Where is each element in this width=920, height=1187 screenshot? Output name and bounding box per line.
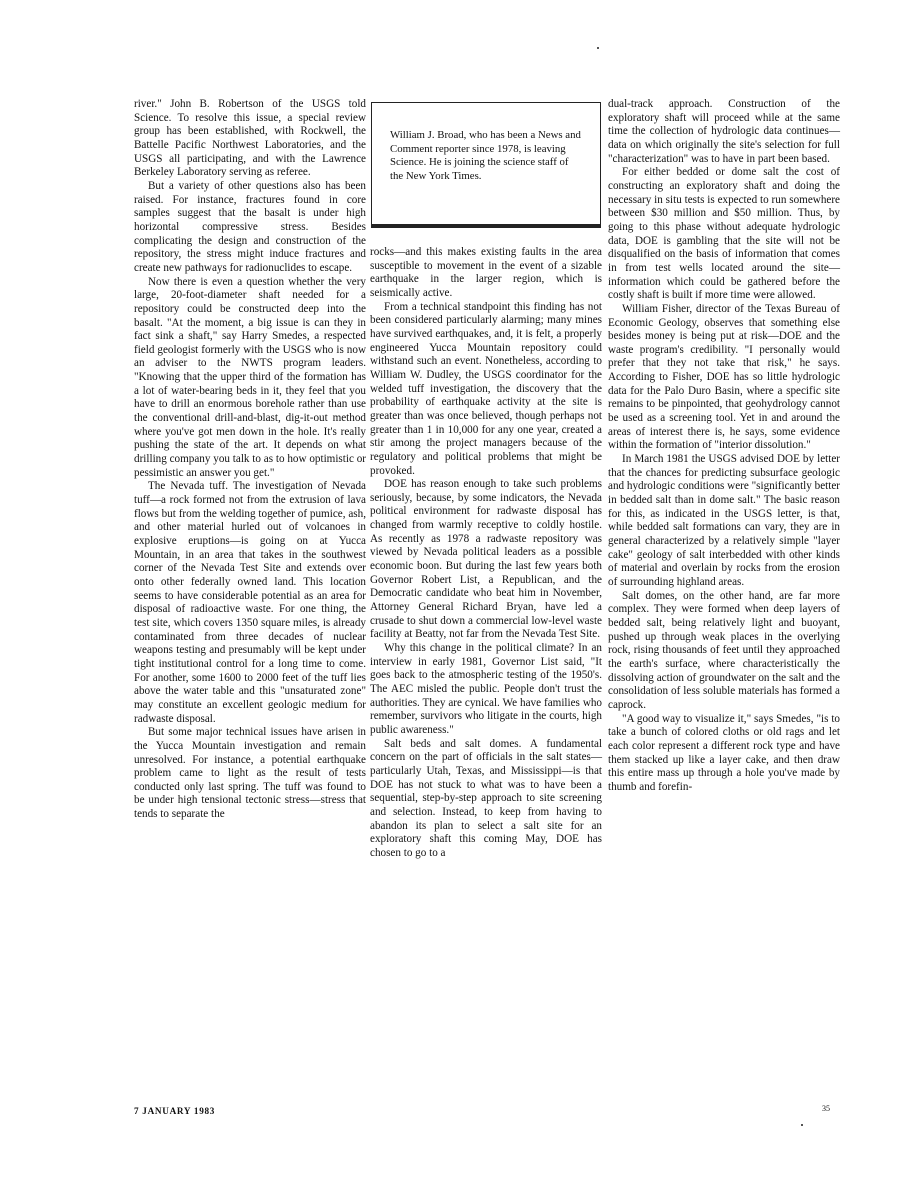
author-note-box (371, 102, 601, 228)
page-number: 35 (822, 1104, 830, 1113)
paragraph: Now there is even a question whether the very large, 20-foot-diameter shaft needed for a repository could be constructed deep into the basalt. "At the moment, a big issue is can they in fact sink a shaft," say Harry Smedes, a respected field geologist formerly with the USGS who is now an adviser to the NWTS program leaders. "Knowing that the upper third of the formation has a lot of water-bearing beds in it, they feel that you have to drill an enormous borehole rather than use the conventional drill-and-blast, dig-it-out method where you've got men down in the hole. It's really pushing the state of the art. It depends on what drilling company you talk to as to how optimistic or pessimistic an answer you get." (134, 275, 366, 479)
paragraph: In March 1981 the USGS advised DOE by letter that the chances for predicting subsurface geologic and hydrologic conditions were "significantly better in bedded salt than in dome salt." The basic reason for this, as indicated in the USGS letter, is that, while bedded salt formations can vary, they are in general characterized by a relatively simple "layer cake" geology of salt interbedded with other kinds of material and overlain by rocks from the erosion of surrounding highland areas. (608, 453, 840, 588)
paragraph: river." John B. Robertson of the USGS told Science. To resolve this issue, a special review group has been established, with Rockwell, the Battelle Pacific Northwest Laboratories, and the USGS all participating, and with the Lawrence Berkeley Laboratory serving as referee. (134, 98, 366, 179)
scan-speck (597, 47, 599, 49)
paragraph: rocks—and this makes existing faults in the area susceptible to movement in the event of a sizable earthquake in the larger region, which is seismically active. (370, 246, 602, 299)
text-column-middle (370, 246, 602, 861)
paragraph: Why this change in the political climate? In an interview in early 1981, Governor List said, "It goes back to the atmospheric testing of the 1950's. The AEC misled the public. People don't trust the authorities. They are cynical. We have families who remember, survivors who litigate in the courts, high public awareness." (370, 642, 602, 736)
paragraph: But a variety of other questions also has been raised. For instance, fractures found in core samples suggest that the basalt is under high horizontal compressive stress. Besides complicating the design and construction of the repository, the stress might induce fractures and create new pathways for radionuclides to escape. (134, 179, 366, 274)
paragraph: Salt beds and salt domes. A fundamental concern on the part of officials in the salt states—particularly Utah, Texas, and Mississippi—is that DOE has not stuck to what was to have been a sequential, step-by-step approach to site screening and selection. Instead, to keep from having to abandon its plan to select a salt site for an exploratory shaft this coming May, DOE has chosen to go to a (370, 737, 602, 859)
paragraph: William Fisher, director of the Texas Bureau of Economic Geology, observes that something else besides money is being put at risk—DOE and the waste program's credibility. "I personally would prefer that they not take that risk," he says. According to Fisher, DOE has so little hydrologic data for the Palo Duro Basin, where a specific site remains to be pinpointed, that geohydrology cannot be used as a screening tool. Yet in and around the areas of interest there is, he says, some evidence within the formation of "interior dissolution." (608, 302, 840, 452)
issue-date: 7 JANUARY 1983 (134, 1106, 216, 1116)
scan-speck (801, 1124, 803, 1126)
paragraph: Salt domes, on the other hand, are far more complex. They were formed when deep layers of bedded salt, being relatively light and buoyant, pushed up through weak places in the overlying rock, rising thousands of feet until they approached the earth's surface, where characteristically the dissolving action of groundwater on the salt and the consolidation of less soluble materials has formed a caprock. (608, 589, 840, 711)
text-column-right (608, 98, 840, 794)
box-bottom-rule (371, 224, 601, 228)
paragraph: "A good way to visualize it," says Smedes, "is to take a bunch of colored cloths or old rags and let each color represent a different rock type and have them stacked up like a layer cake, and then draw this entire mass up through a hole you've made by thumb and forefin- (608, 712, 840, 793)
author-note-text: William J. Broad, who has been a News and Comment reporter since 1978, is leaving Science. He is joining the science staff of the New York Times. (390, 129, 581, 182)
paragraph: From a technical standpoint this finding has not been considered particularly alarming; many mines have survived earthquakes, and, it is felt, a properly engineered Yucca Mountain repository could withstand such an event. Nonetheless, according to William W. Dudley, the USGS coordinator for the welded tuff investigation, the discovery that the probability of earthquake activity at the site is greater than was once believed, though perhaps not greater than 1 in 10,000 for any one year, created a stir among the project managers because of the regulatory and political problems that might be provoked. (370, 300, 602, 477)
paragraph: But some major technical issues have arisen in the Yucca Mountain investigation and remain unresolved. For instance, a potential earthquake problem came to light as the result of tests conducted only last spring. The tuff was found to be under high tensional tectonic stress—stress that tends to separate the (134, 726, 366, 821)
paragraph: DOE has reason enough to take such problems seriously, because, by some indicators, the Nevada political environment for radwaste disposal has changed from warmly receptive to coldly hostile. As recently as 1978 a radwaste repository was viewed by Nevada political leaders as a possible economic boon. But during the last few years both Governor Robert List, a Republican, and the Democratic candidate who beat him in November, Attorney General Richard Bryan, have led a crusade to shut down a commercial low-level waste facility at Beatty, not far from the Nevada Test Site. (370, 478, 602, 641)
paragraph: The Nevada tuff. The investigation of Nevada tuff—a rock formed not from the extrusion of lava flows but from the welding together of pumice, ash, and other material hurled out of volcanoes in explosive eruptions—is going on at Yucca Mountain, in an area that takes in the southwest corner of the Nevada Test Site and extends over onto other federally owned land. This location seems to have considerable potential as an area for disposal of radioactive waste. For one thing, the test site, which covers 1350 square miles, is already contaminated from three decades of nuclear weapons testing and presumably will be kept under tight institutional control for a long time to come. For another, some 1600 to 2000 feet of the tuff lies above the water table and this "unsaturated zone" may constitute an excellent geologic medium for radwaste disposal. (134, 480, 366, 725)
paragraph: For either bedded or dome salt the cost of constructing an exploratory shaft and doing the necessary in situ tests is expected to run somewhere between $30 million and $50 million. Thus, by going to this phase without adequate hydrologic data, DOE is gambling that the site will not be disqualified on the basis of information that comes in from test wells located around the site—information which could be gathered before the costly shaft is built if more time were allowed. (608, 166, 840, 302)
text-column-left (134, 98, 366, 822)
paragraph: dual-track approach. Construction of the exploratory shaft will proceed while at the same time the collection of hydrologic data continues—data on which originally the site's selection for full "characterization" was to have in part been based. (608, 98, 840, 165)
